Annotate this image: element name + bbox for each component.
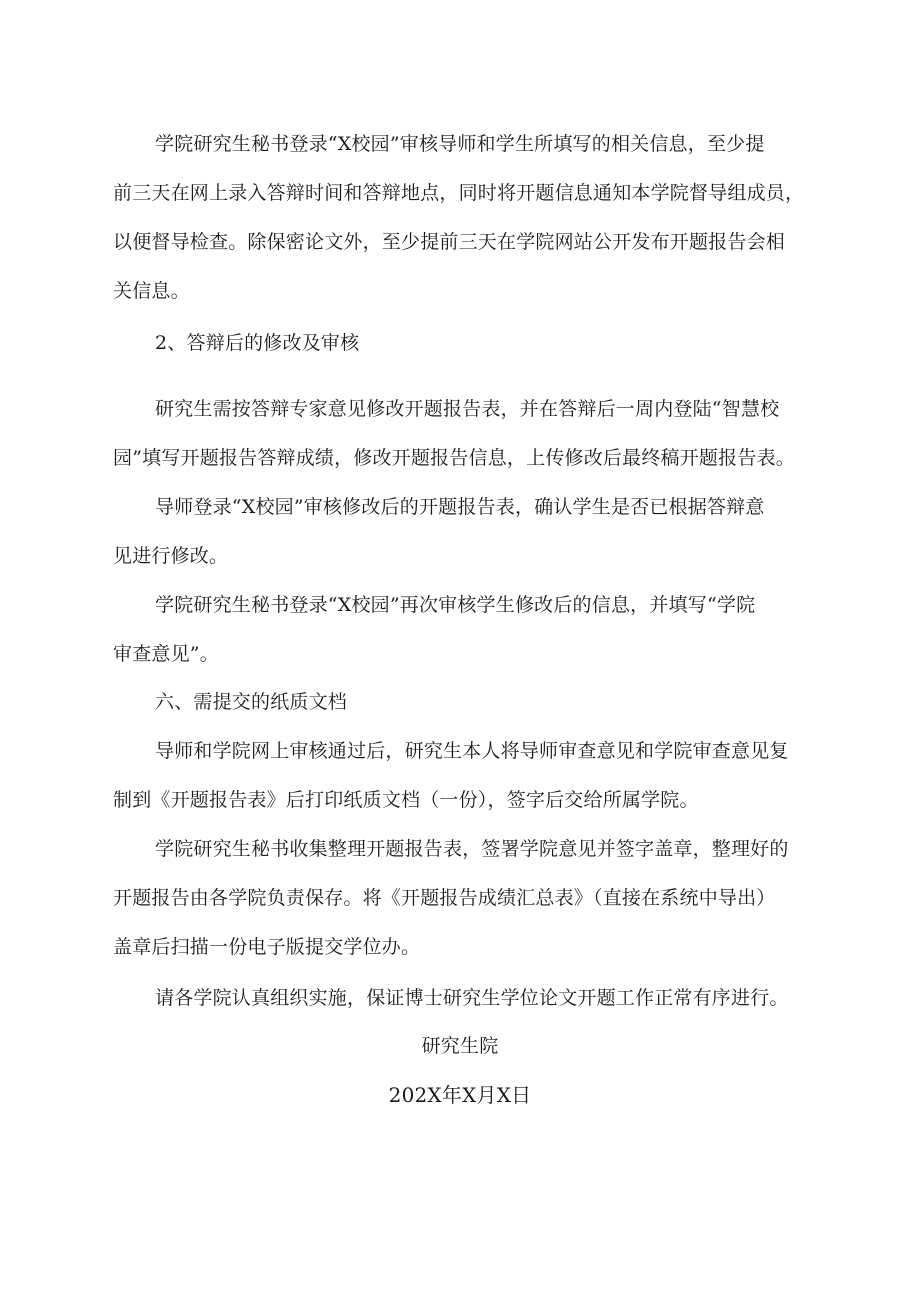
para6-line1: 学院研究生秘书收集整理开题报告表，签署学院意见并签字盖章，整理好的 [155, 838, 789, 860]
date: 202X年X月X日 [388, 1083, 532, 1107]
para1-line4: 关信息。 [113, 280, 190, 302]
para2-line1: 研究生需按答辩专家意见修改开题报告表，并在答辩后一周内登陆“智慧校 [155, 398, 780, 420]
para1-line1: 学院研究生秘书登录“X校园”审核导师和学生所填写的相关信息，至少提 [155, 133, 765, 155]
para6-line3: 盖章后扫描一份电子版提交学位办。 [113, 936, 421, 958]
para2-line2: 园”填写开题报告答辩成绩，修改开题报告信息，上传修改后最终稿开题报告表。 [113, 447, 795, 469]
para3-line2: 见进行修改。 [113, 545, 229, 567]
section-heading-2: 2、答辩后的修改及审核 [155, 332, 360, 354]
para3-line1: 导师登录“X校园”审核修改后的开题报告表，确认学生是否已根据答辩意 [155, 496, 765, 518]
para7-line1: 请各学院认真组织实施，保证博士研究生学位论文开题工作正常有序进行。 [155, 987, 789, 1009]
signature: 研究生院 [421, 1035, 499, 1057]
para5-line2: 制到《开题报告表》后打印纸质文档（一份），签字后交给所属学院。 [113, 789, 699, 811]
para4-line2: 审查意见”。 [113, 643, 219, 665]
section-heading-6: 六、需提交的纸质文档 [155, 691, 348, 713]
para5-line1: 导师和学院网上审核通过后，研究生本人将导师审查意见和学院审查意见复 [155, 740, 789, 762]
para4-line1: 学院研究生秘书登录“X校园”再次审核学生修改后的信息，并填写“学院 [155, 594, 756, 616]
para6-line2: 开题报告由各学院负责保存。将《开题报告成绩汇总表》（直接在系统中导出） [113, 887, 776, 909]
para1-line2: 前三天在网上录入答辩时间和答辩地点，同时将开题信息通知本学院督导组成员， [113, 182, 805, 204]
para1-line3: 以便督导检查。除保密论文外，至少提前三天在学院网站公开发布开题报告会相 [113, 231, 786, 253]
